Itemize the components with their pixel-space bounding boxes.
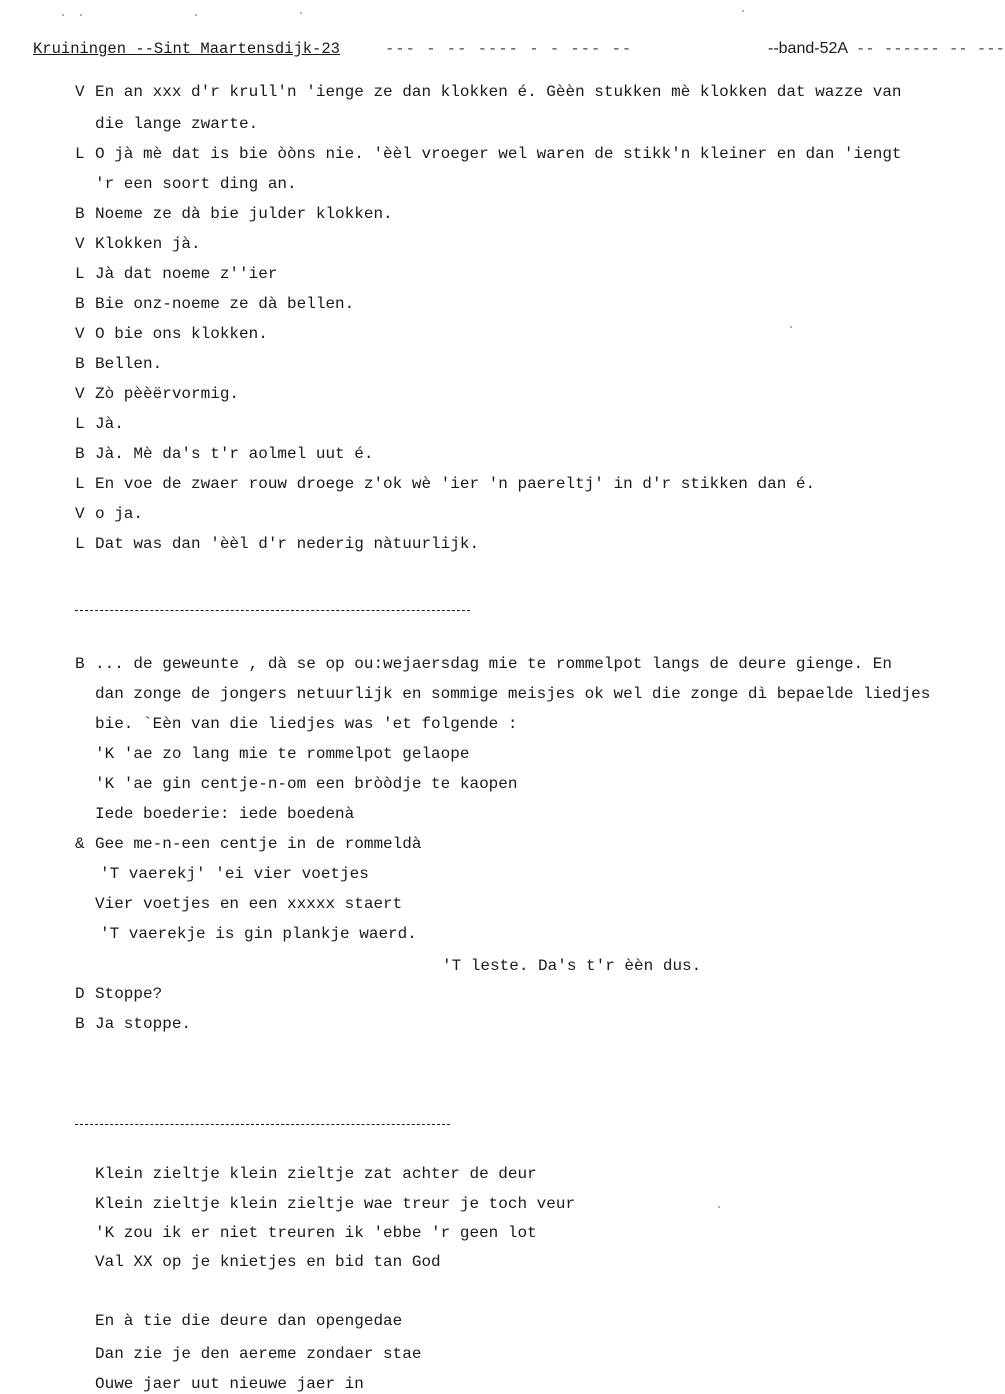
header-leader: --- - -- ---- - - --- --	[385, 40, 633, 58]
dialogue-line: O bie ons klokken.	[95, 325, 268, 343]
header-trailer: -- ------ -- ---	[856, 40, 1005, 58]
song-line: En à tie die deure dan opengedae	[95, 1312, 403, 1330]
song-line: 'K 'ae zo lang mie te rommelpot gelaope	[95, 745, 470, 763]
speaker-label: B	[75, 205, 85, 223]
scan-speck	[80, 14, 82, 16]
speaker-label: V	[75, 235, 85, 253]
dialogue-line: Jà.	[95, 415, 124, 433]
speaker-label: V	[75, 505, 85, 523]
dialogue-line: Dat was dan 'èèl d'r nederig nàtuurlijk.	[95, 535, 480, 553]
speaker-label: L	[75, 535, 85, 553]
speaker-label: V	[75, 83, 85, 101]
dialogue-line: En an xxx d'r krull'n 'ienge ze dan klokken é. Gèèn stukken mè klokken dat wazze van	[95, 83, 902, 101]
header-band: --band-52A	[768, 40, 849, 57]
dialogue-line: o ja.	[95, 505, 144, 523]
speaker-label: L	[75, 145, 85, 163]
dialogue-line: Ja stoppe.	[95, 1015, 192, 1033]
dialogue-line: Noeme ze dà bie julder klokken.	[95, 205, 393, 223]
scan-speck	[718, 1206, 720, 1208]
dialogue-line: Jà dat noeme z''ier	[95, 265, 278, 283]
song-line: 'T vaerekje is gin plankje waerd.	[100, 925, 417, 943]
speaker-label: L	[75, 415, 85, 433]
speaker-label: B	[75, 295, 85, 313]
speaker-label: D	[75, 985, 85, 1003]
dialogue-line: die lange zwarte.	[95, 115, 259, 133]
dialogue-line: Jà. Mè da's t'r aolmel uut é.	[95, 445, 374, 463]
song-line: Gee me-n-een centje in de rommeldà	[95, 835, 422, 853]
dialogue-line: Stoppe?	[95, 985, 163, 1003]
dialogue-line: Bie onz-noeme ze dà bellen.	[95, 295, 355, 313]
speaker-label: L	[75, 475, 85, 493]
page-header	[33, 40, 1005, 64]
song-line: 'T vaerekj' 'ei vier voetjes	[100, 865, 369, 883]
dialogue-line: Bellen.	[95, 355, 163, 373]
speaker-label: B	[75, 655, 85, 673]
scan-speck	[742, 10, 744, 12]
dialogue-line: Zò pèèërvormig.	[95, 385, 240, 403]
song-line: Vier voetjes en een xxxxx staert	[95, 895, 403, 913]
dialogue-line: dan zonge de jongers netuurlijk en sommige meisjes ok wel die zonge dì bepaelde liedjes	[95, 685, 931, 703]
song-line: Klein zieltje klein zieltje zat achter de deur	[95, 1165, 537, 1183]
song-line: 'K 'ae gin centje-n-om een bròòdje te kaopen	[95, 775, 518, 793]
speaker-label: B	[75, 445, 85, 463]
scan-speck	[195, 14, 197, 16]
song-line: 'K zou ik er niet treuren ik 'ebbe 'r geen lot	[95, 1224, 537, 1242]
dialogue-line: bie. `Eèn van die liedjes was 'et folgende :	[95, 715, 518, 733]
song-line: Val XX op je knietjes en bid tan God	[95, 1253, 441, 1271]
dialogue-line: En voe de zwaer rouw droege z'ok wè 'ier 'n paereltj' in d'r stikken dan é.	[95, 475, 816, 493]
speaker-label: V	[75, 325, 85, 343]
song-line: Klein zieltje klein zieltje wae treur je toch veur	[95, 1195, 576, 1213]
header-place: Kruiningen --Sint Maartensdijk-23	[33, 40, 340, 58]
dialogue-line: 'T leste. Da's t'r èèn dus.	[442, 957, 702, 975]
speaker-label: L	[75, 265, 85, 283]
dialogue-line: O jà mè dat is bie òòns nie. 'èèl vroeger wel waren de stikk'n kleiner en dan 'iengt	[95, 145, 902, 163]
song-line: Ouwe jaer uut nieuwe jaer in	[95, 1375, 364, 1393]
section-divider	[75, 610, 470, 611]
scan-speck	[62, 14, 64, 16]
speaker-label: B	[75, 1015, 85, 1033]
speaker-label: B	[75, 355, 85, 373]
dialogue-line: ... de geweunte , dà se op ou:wejaersdag mie te rommelpot langs de deure gienge. En	[95, 655, 892, 673]
scan-speck	[790, 326, 792, 328]
song-line: Dan zie je den aereme zondaer stae	[95, 1345, 422, 1363]
dialogue-line: Klokken jà.	[95, 235, 201, 253]
speaker-label: &	[75, 835, 85, 853]
scan-speck	[300, 12, 302, 14]
song-line: Iede boederie: iede boedenà	[95, 805, 355, 823]
section-divider	[75, 1124, 450, 1125]
dialogue-line: 'r een soort ding an.	[95, 175, 297, 193]
speaker-label: V	[75, 385, 85, 403]
